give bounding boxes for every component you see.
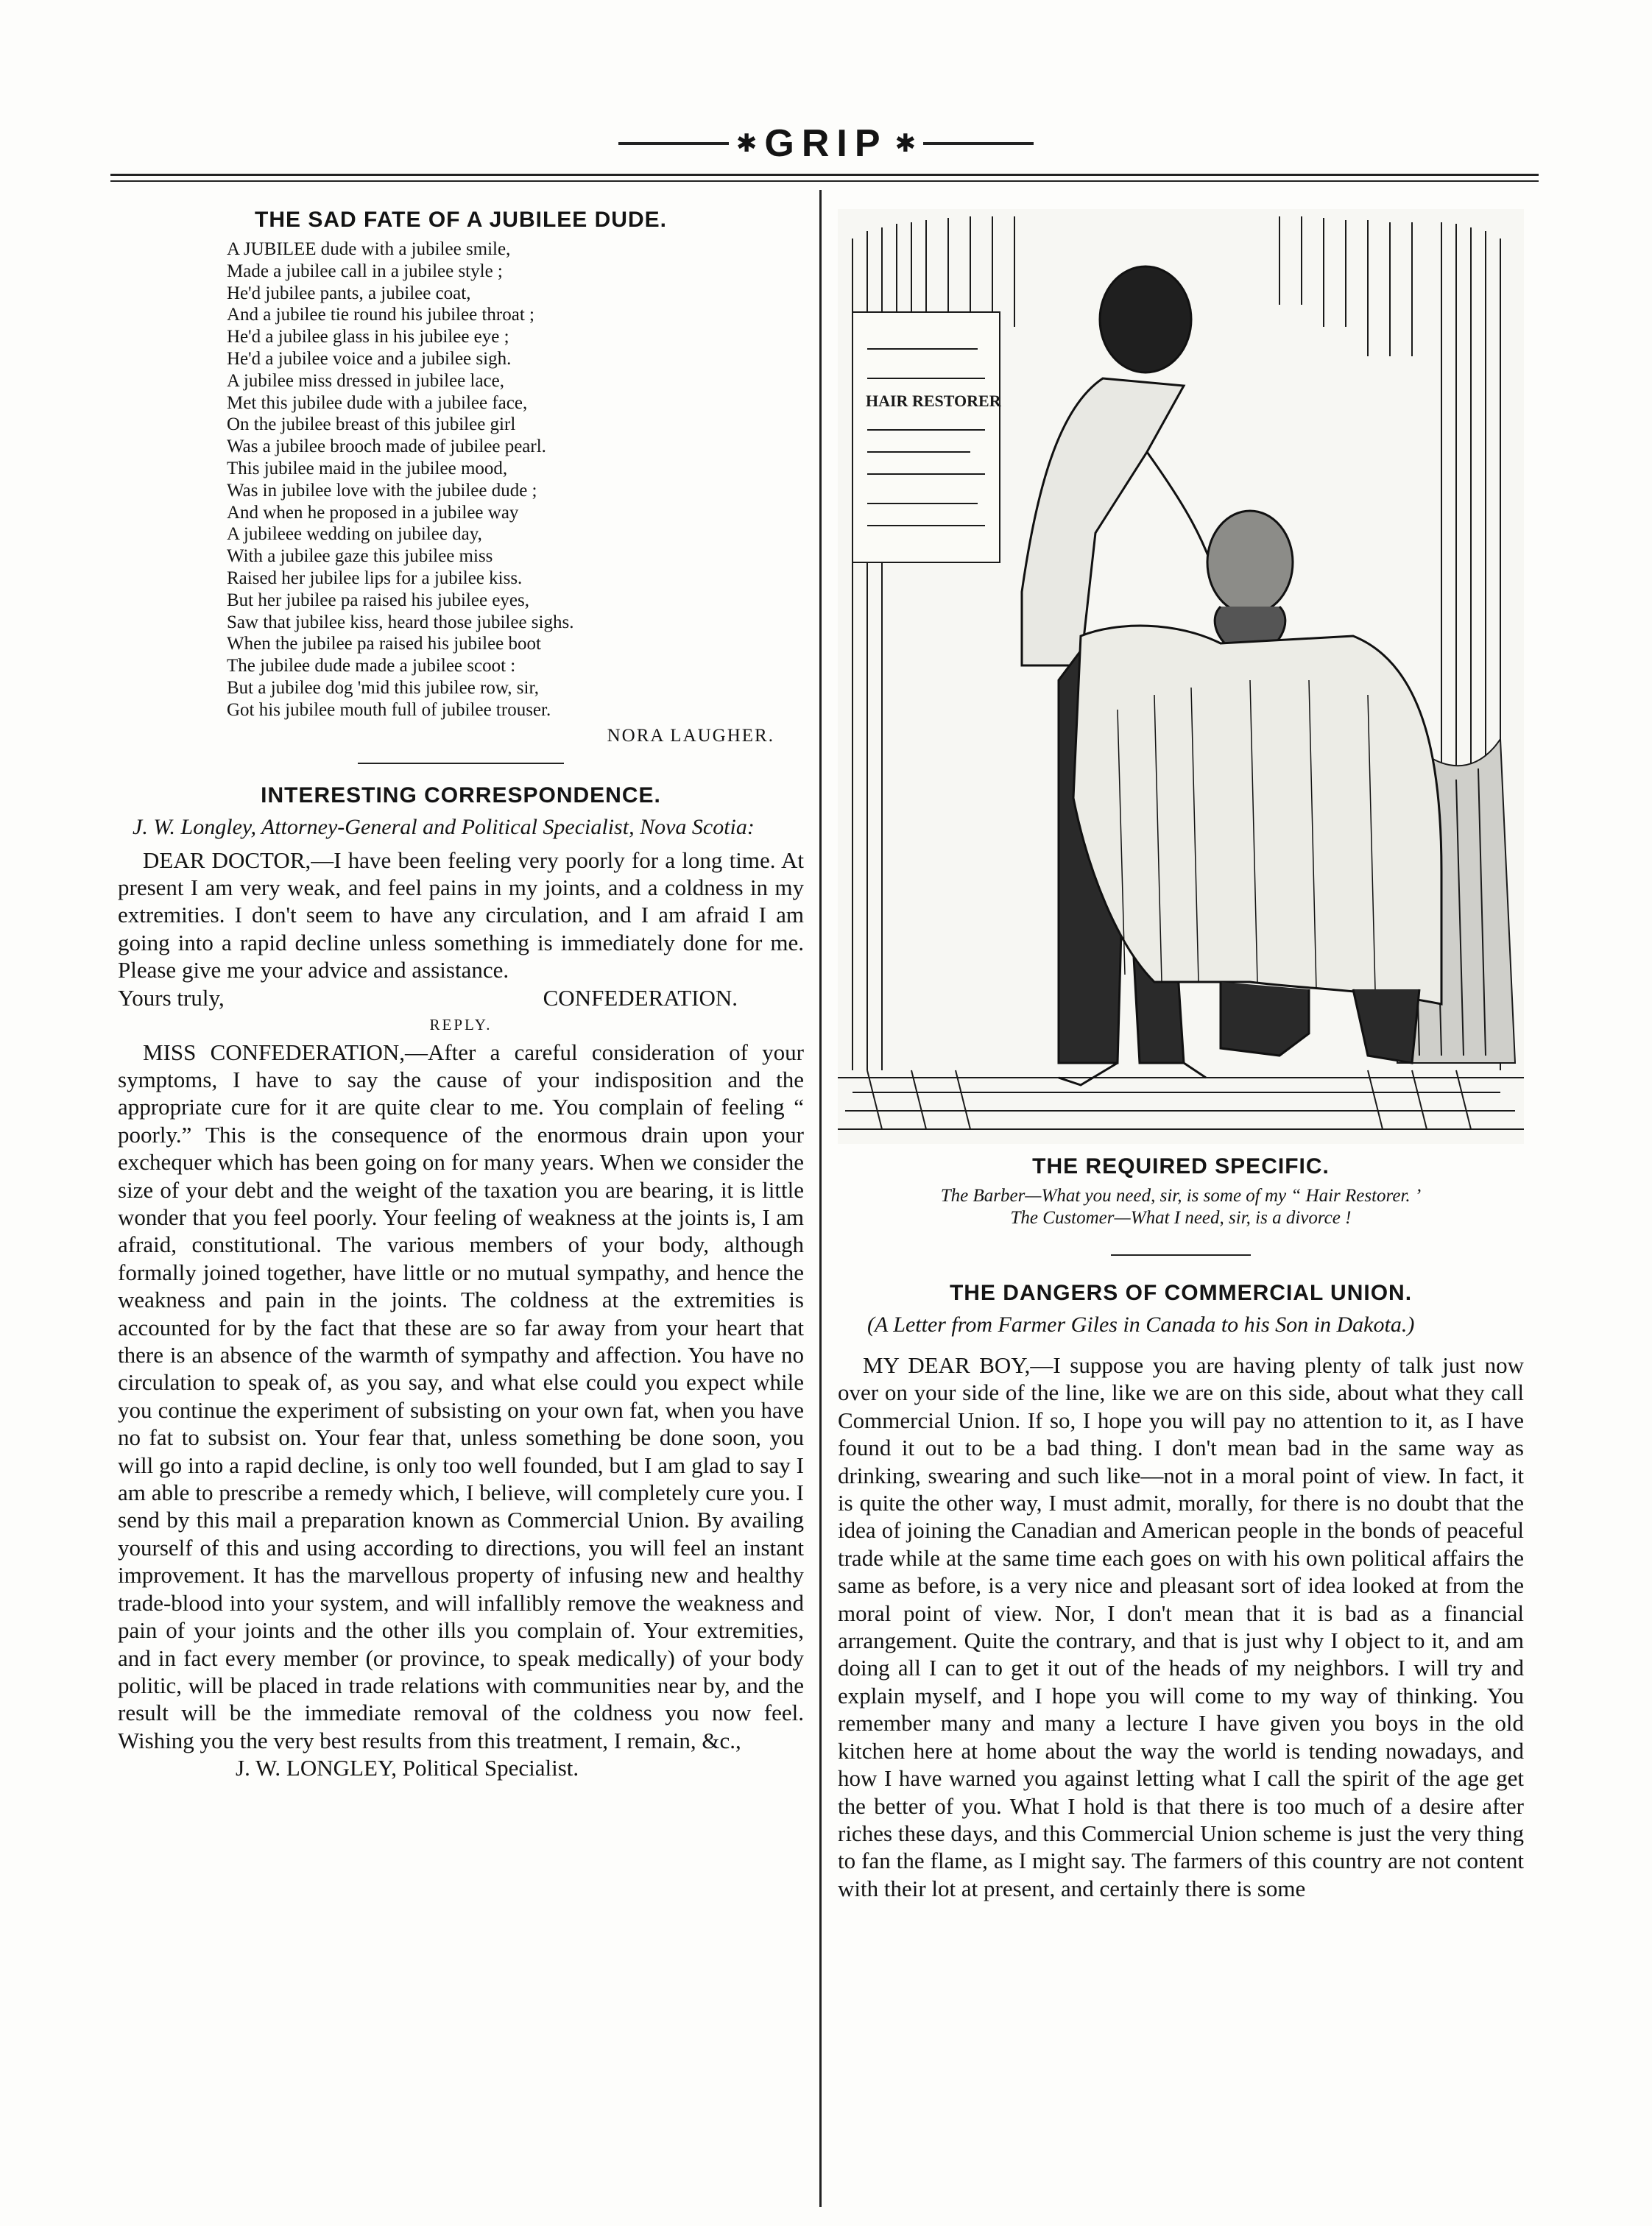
masthead-rule-left [618,142,729,145]
poem-line: This jubilee maid in the jubilee mood, [227,458,508,478]
poem-line: The jubilee dude made a jubilee scoot : [227,656,516,676]
poem-author: NORA LAUGHER. [607,725,774,746]
letter-closing: Yours truly, [118,984,225,1011]
poem-line: A JUBILEE dude with a jubilee smile, [227,239,511,259]
poem-lines [227,239,804,721]
poem-line: Saw that jubilee kiss, heard those jubilee sighs. [227,612,574,632]
poem-line: When the jubilee pa raised his jubilee boot [227,634,541,654]
letter-signoff [118,984,804,1011]
poem-line: And when he proposed in a jubilee way [227,502,519,523]
commercial-union-body: MY DEAR BOY,—I suppose you are having plenty of talk just now over on your side of the line, like we are on this side, about what they call Commercial Union. If so, I hope you will pay no attention to it, as I have found it out to be a bad thing. I don't mean bad in the same way as drinking, swearing and such like—not in a moral point of view. In fact, it is quite the other way, I must admit, morally, for there is no doubt that the idea of joining the Canadian and American people in the bonds of peaceful trade while at the same time each goes on with his own political affairs the same as before, is a very nice and pleasant sort of idea looked at from the moral point of view. Nor, I don't mean that it is bad as a financial arrangement. Quite the contrary, and that is just why I object to it, and am doing all I can to get it out of the heads of my neighbors. I will try and explain myself, and I hope you will come to my way of thinking. You remember many and many a lecture I have given you boys in the old kitchen here at home about the way the world is tending nowadays, and how I have warned you against letting what I call the spirit of the age get the better of you. What I hold is that there is too much of a desire after riches these days, and this Commercial Union scheme is just the very thing to fan the flame, as I might say. The farmers of this country are not content with their lot at present, and certainly there is some [838,1352,1524,1901]
correspondence-title: INTERESTING CORRESPONDENCE. [261,782,661,808]
correspondence-reply: MISS CONFEDERATION,—After a careful consideration of your symptoms, I have to say the cause of your indisposition and the appropriate cure for it are quite clear to me. You complain of feeling “ poorly.” This is the consequence of the enormous drain upon your exchequer which has been going on for many years. When we consider the size of your debt and the weight of the taxation you are bearing, it is little wonder that you feel poorly. Your feeling of weakness at the joints is, I am afraid, constitutional. The various members of your body, although formally joined together, have little or no mutual sympathy, and hence the weakness and pain in the joints. The coldness at the extremities is accounted for by the fact that these are so far away from your heart that there is an absence of the warmth of sympathy and affection. You have no circulation to speak of, as you say, and what else could you expect while you continue the experiment of subsisting on your own fat, when you have no fat to subsist on. Your fear that, unless something be done soon, you will go into a rapid decline, is only too well founded, but I am glad to say I am able to prescribe a remedy which, I believe, will completely cure you. I send by this mail a preparation known as Commercial Union. By availing yourself of this and using according to directions, you will feel an instant improvement. It has the marvellous property of infusing new and healthy trade-blood into your system, and will infallibly remove the weakness and pain of your joints and the other ills you complain of. Your extremities, and in fact every member (or province, to speak medically) of your body politic, will be placed in trade relations with communities near by, and the result will be the immediate removal of the coldness you now feel. Wishing you the very best results from this treatment, I remain, &c., [118,1039,804,1753]
cartoon-title: THE REQUIRED SPECIFIC. [1032,1154,1330,1179]
masthead [0,121,1652,166]
poem-line: And a jubilee tie round his jubilee throat ; [227,305,534,325]
poem-line: He'd a jubilee voice and a jubilee sigh. [227,348,512,369]
poem-line: Made a jubilee call in a jubilee style ; [227,261,503,281]
poem-line: He'd jubilee pants, a jubilee coat, [227,283,471,303]
top-rule [110,174,1539,176]
letter-signer: CONFEDERATION. [543,984,738,1011]
correspondence-address: J. W. Longley, Attorney-General and Political Specialist, Nova Scotia: [133,814,755,839]
masthead-title: GRIP [764,122,888,165]
poem-line: Was in jubilee love with the jubilee dude ; [227,480,537,501]
poem-line: But a jubilee dog 'mid this jubilee row, sir, [227,677,540,698]
poem-line: He'd a jubilee glass in his jubilee eye ; [227,327,509,347]
star-ornament-right-icon: ✱ [894,130,917,158]
masthead-rule-right [923,142,1034,145]
left-column [118,197,804,1781]
poem-line: But her jubilee pa raised his jubilee eyes, [227,590,529,610]
top-rule-thin [110,180,1539,182]
poem-line: Got his jubilee mouth full of jubilee trouser. [227,699,551,720]
reply-label: REPLY. [429,1015,493,1034]
barber-cartoon-illustration [838,209,1524,1144]
cartoon-caption-customer: The Customer—What I need, sir, is a divorce ! [1010,1208,1352,1228]
correspondence-letter: DEAR DOCTOR,—I have been feeling very poorly for a long time. At present I am very weak, and feel pains in my joints, and a coldness in my extremities. I don't seem to have any circulation, and I am afraid I am going into a rapid decline unless something is immediately done for me. Please give me your advice and assistance. [118,847,804,983]
reply-signature: J. W. LONGLEY, Political Specialist. [236,1755,579,1781]
poem-line: With a jubilee gaze this jubilee miss [227,546,493,567]
section-rule [1111,1254,1251,1256]
poem-title: THE SAD FATE OF A JUBILEE DUDE. [255,208,667,232]
cartoon-caption-barber: The Barber—What you need, sir, is some of my “ Hair Restorer. ’ [940,1186,1422,1206]
poem-line: Met this jubilee dude with a jubilee face, [227,392,528,413]
poem-line: Was a jubilee brooch made of jubilee pearl. [227,437,546,457]
commercial-union-title: THE DANGERS OF COMMERCIAL UNION. [949,1281,1413,1305]
star-ornament-left-icon: ✱ [735,130,758,158]
poem-line: A jubilee miss dressed in jubilee lace, [227,370,504,391]
commercial-union-subtitle: (A Letter from Farmer Giles in Canada to his Son in Dakota.) [867,1312,1415,1337]
section-rule [358,763,564,764]
poem-line: On the jubilee breast of this jubilee girl [227,414,516,435]
poem-line: Raised her jubilee lips for a jubilee kiss. [227,568,523,588]
notice-board-text: HAIR RESTORER [866,392,1001,410]
right-column [838,197,1524,1902]
poem-line: A jubileee wedding on jubilee day, [227,524,482,545]
column-divider [819,190,822,2207]
